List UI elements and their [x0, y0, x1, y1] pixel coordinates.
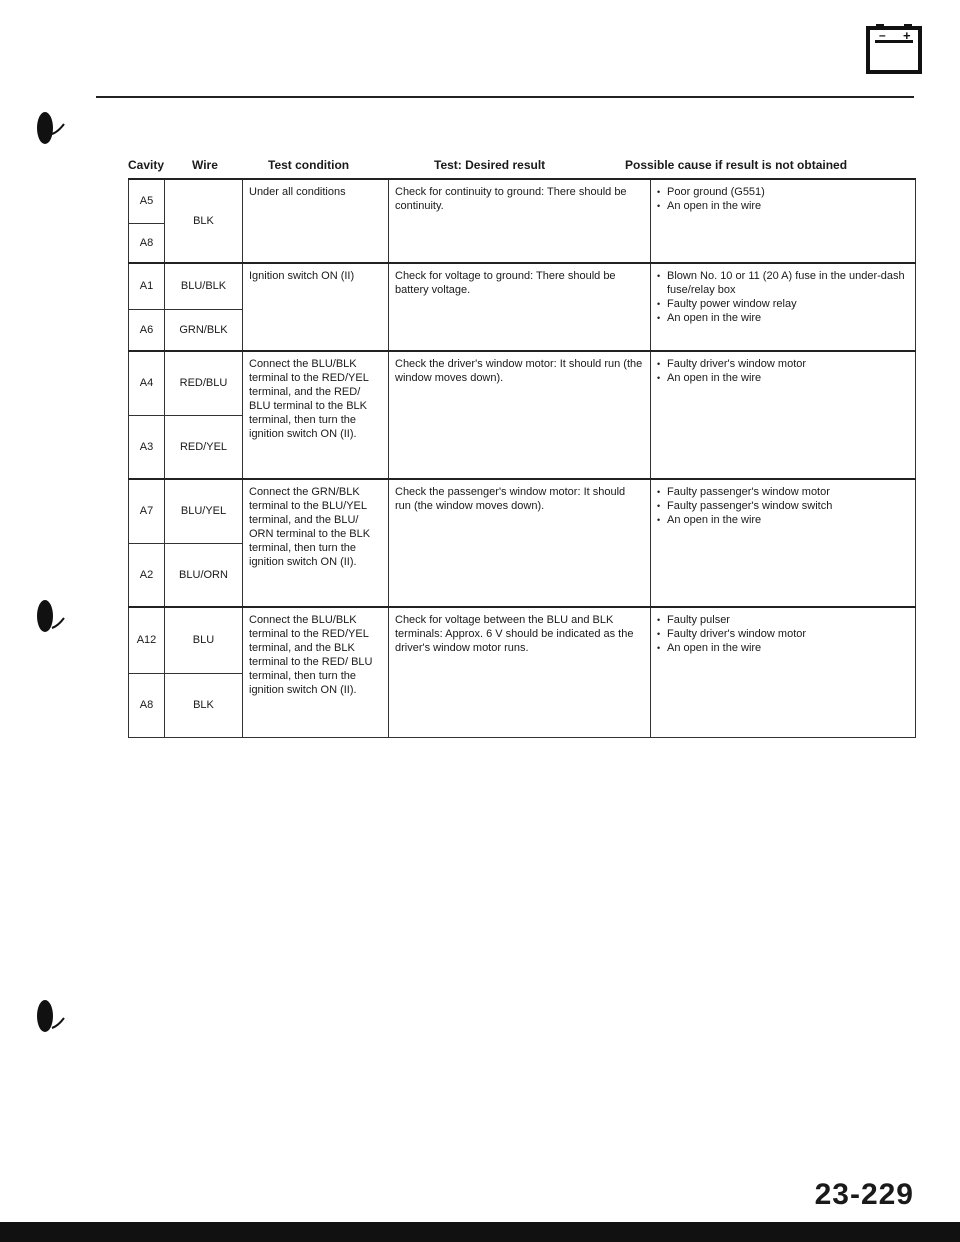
svg-text:+: +: [903, 28, 911, 43]
condition-cell: Connect the BLU/BLK terminal to the RED/YEL terminal, and the BLK terminal to the RED/ BLU terminal, then turn the ignition switch ON (II).: [243, 607, 389, 737]
cause-item: • Faulty passenger's window motor: [657, 485, 909, 499]
cavity-cell: A6: [129, 309, 165, 351]
result-cell: Check the passenger's window motor: It should run (the window moves down).: [389, 479, 651, 607]
cavity-cell: A3: [129, 415, 165, 479]
footer-bar: [0, 1222, 960, 1242]
cause-cell: [651, 479, 916, 607]
wire-cell: BLU/ORN: [165, 543, 243, 607]
wire-cell: BLU: [165, 607, 243, 673]
table-row: [129, 179, 916, 223]
header-possible-cause: Possible cause if result is not obtained: [625, 158, 848, 172]
wire-cell: BLK: [165, 673, 243, 737]
cavity-cell: A1: [129, 263, 165, 309]
battery-icon: [866, 22, 922, 74]
cavity-cell: A8: [129, 673, 165, 737]
binder-hole-icon: [36, 108, 66, 148]
cause-cell: [651, 263, 916, 351]
cause-item: • An open in the wire: [657, 311, 909, 325]
condition-cell: Ignition switch ON (II): [243, 263, 389, 351]
header-test-condition: Test condition: [268, 158, 350, 172]
condition-cell: Connect the BLU/BLK terminal to the RED/YEL terminal, and the RED/ BLU terminal to the BLK terminal, then turn the ignition switch ON (II).: [243, 351, 389, 479]
wire-cell: RED/BLU: [165, 351, 243, 415]
cause-item: • Faulty power window relay: [657, 297, 909, 311]
result-cell: Check for voltage to ground: There should be battery voltage.: [389, 263, 651, 351]
cause-item: • Faulty driver's window motor: [657, 627, 909, 641]
cause-item: • Poor ground (G551): [657, 185, 909, 199]
cause-cell: [651, 179, 916, 263]
wire-cell: GRN/BLK: [165, 309, 243, 351]
condition-cell: Connect the GRN/BLK terminal to the BLU/YEL terminal, and the BLU/ ORN terminal to the BLK terminal, then turn the ignition switch ON (II).: [243, 479, 389, 607]
cause-item: • Blown No. 10 or 11 (20 A) fuse in the under-dash fuse/relay box: [657, 269, 909, 297]
wire-cell: RED/YEL: [165, 415, 243, 479]
cause-item: • An open in the wire: [657, 371, 909, 385]
header-rule: [96, 96, 914, 98]
result-cell: Check for voltage between the BLU and BLK terminals: Approx. 6 V should be indicated as the driver's window motor runs.: [389, 607, 651, 737]
cavity-cell: A4: [129, 351, 165, 415]
result-cell: Check the driver's window motor: It should run (the window moves down).: [389, 351, 651, 479]
cause-item: • Faulty passenger's window switch: [657, 499, 909, 513]
cause-item: • Faulty driver's window motor: [657, 357, 909, 371]
header-wire: Wire: [192, 158, 218, 172]
table-row: [129, 263, 916, 309]
wire-cell: BLU/BLK: [165, 263, 243, 309]
cavity-cell: A8: [129, 223, 165, 263]
binder-hole-icon: [36, 996, 66, 1036]
wire-cell: BLK: [165, 179, 243, 263]
table-row: [129, 607, 916, 673]
cavity-cell: A12: [129, 607, 165, 673]
cavity-cell: A2: [129, 543, 165, 607]
binder-hole-icon: [36, 596, 66, 636]
table-row: [129, 479, 916, 543]
cause-item: • An open in the wire: [657, 199, 909, 213]
page-number: 23-229: [814, 1178, 914, 1211]
test-table: [128, 178, 916, 738]
cavity-cell: A7: [129, 479, 165, 543]
svg-text:–: –: [879, 28, 886, 42]
result-cell: Check for continuity to ground: There should be continuity.: [389, 179, 651, 263]
cause-item: • Faulty pulser: [657, 613, 909, 627]
cause-cell: [651, 351, 916, 479]
cause-item: • An open in the wire: [657, 641, 909, 655]
header-cavity: Cavity: [128, 158, 165, 172]
cause-item: • An open in the wire: [657, 513, 909, 527]
table-row: [129, 351, 916, 415]
cavity-cell: A5: [129, 179, 165, 223]
wire-cell: BLU/YEL: [165, 479, 243, 543]
condition-cell: Under all conditions: [243, 179, 389, 263]
header-desired-result: Test: Desired result: [434, 158, 546, 172]
cause-cell: [651, 607, 916, 737]
